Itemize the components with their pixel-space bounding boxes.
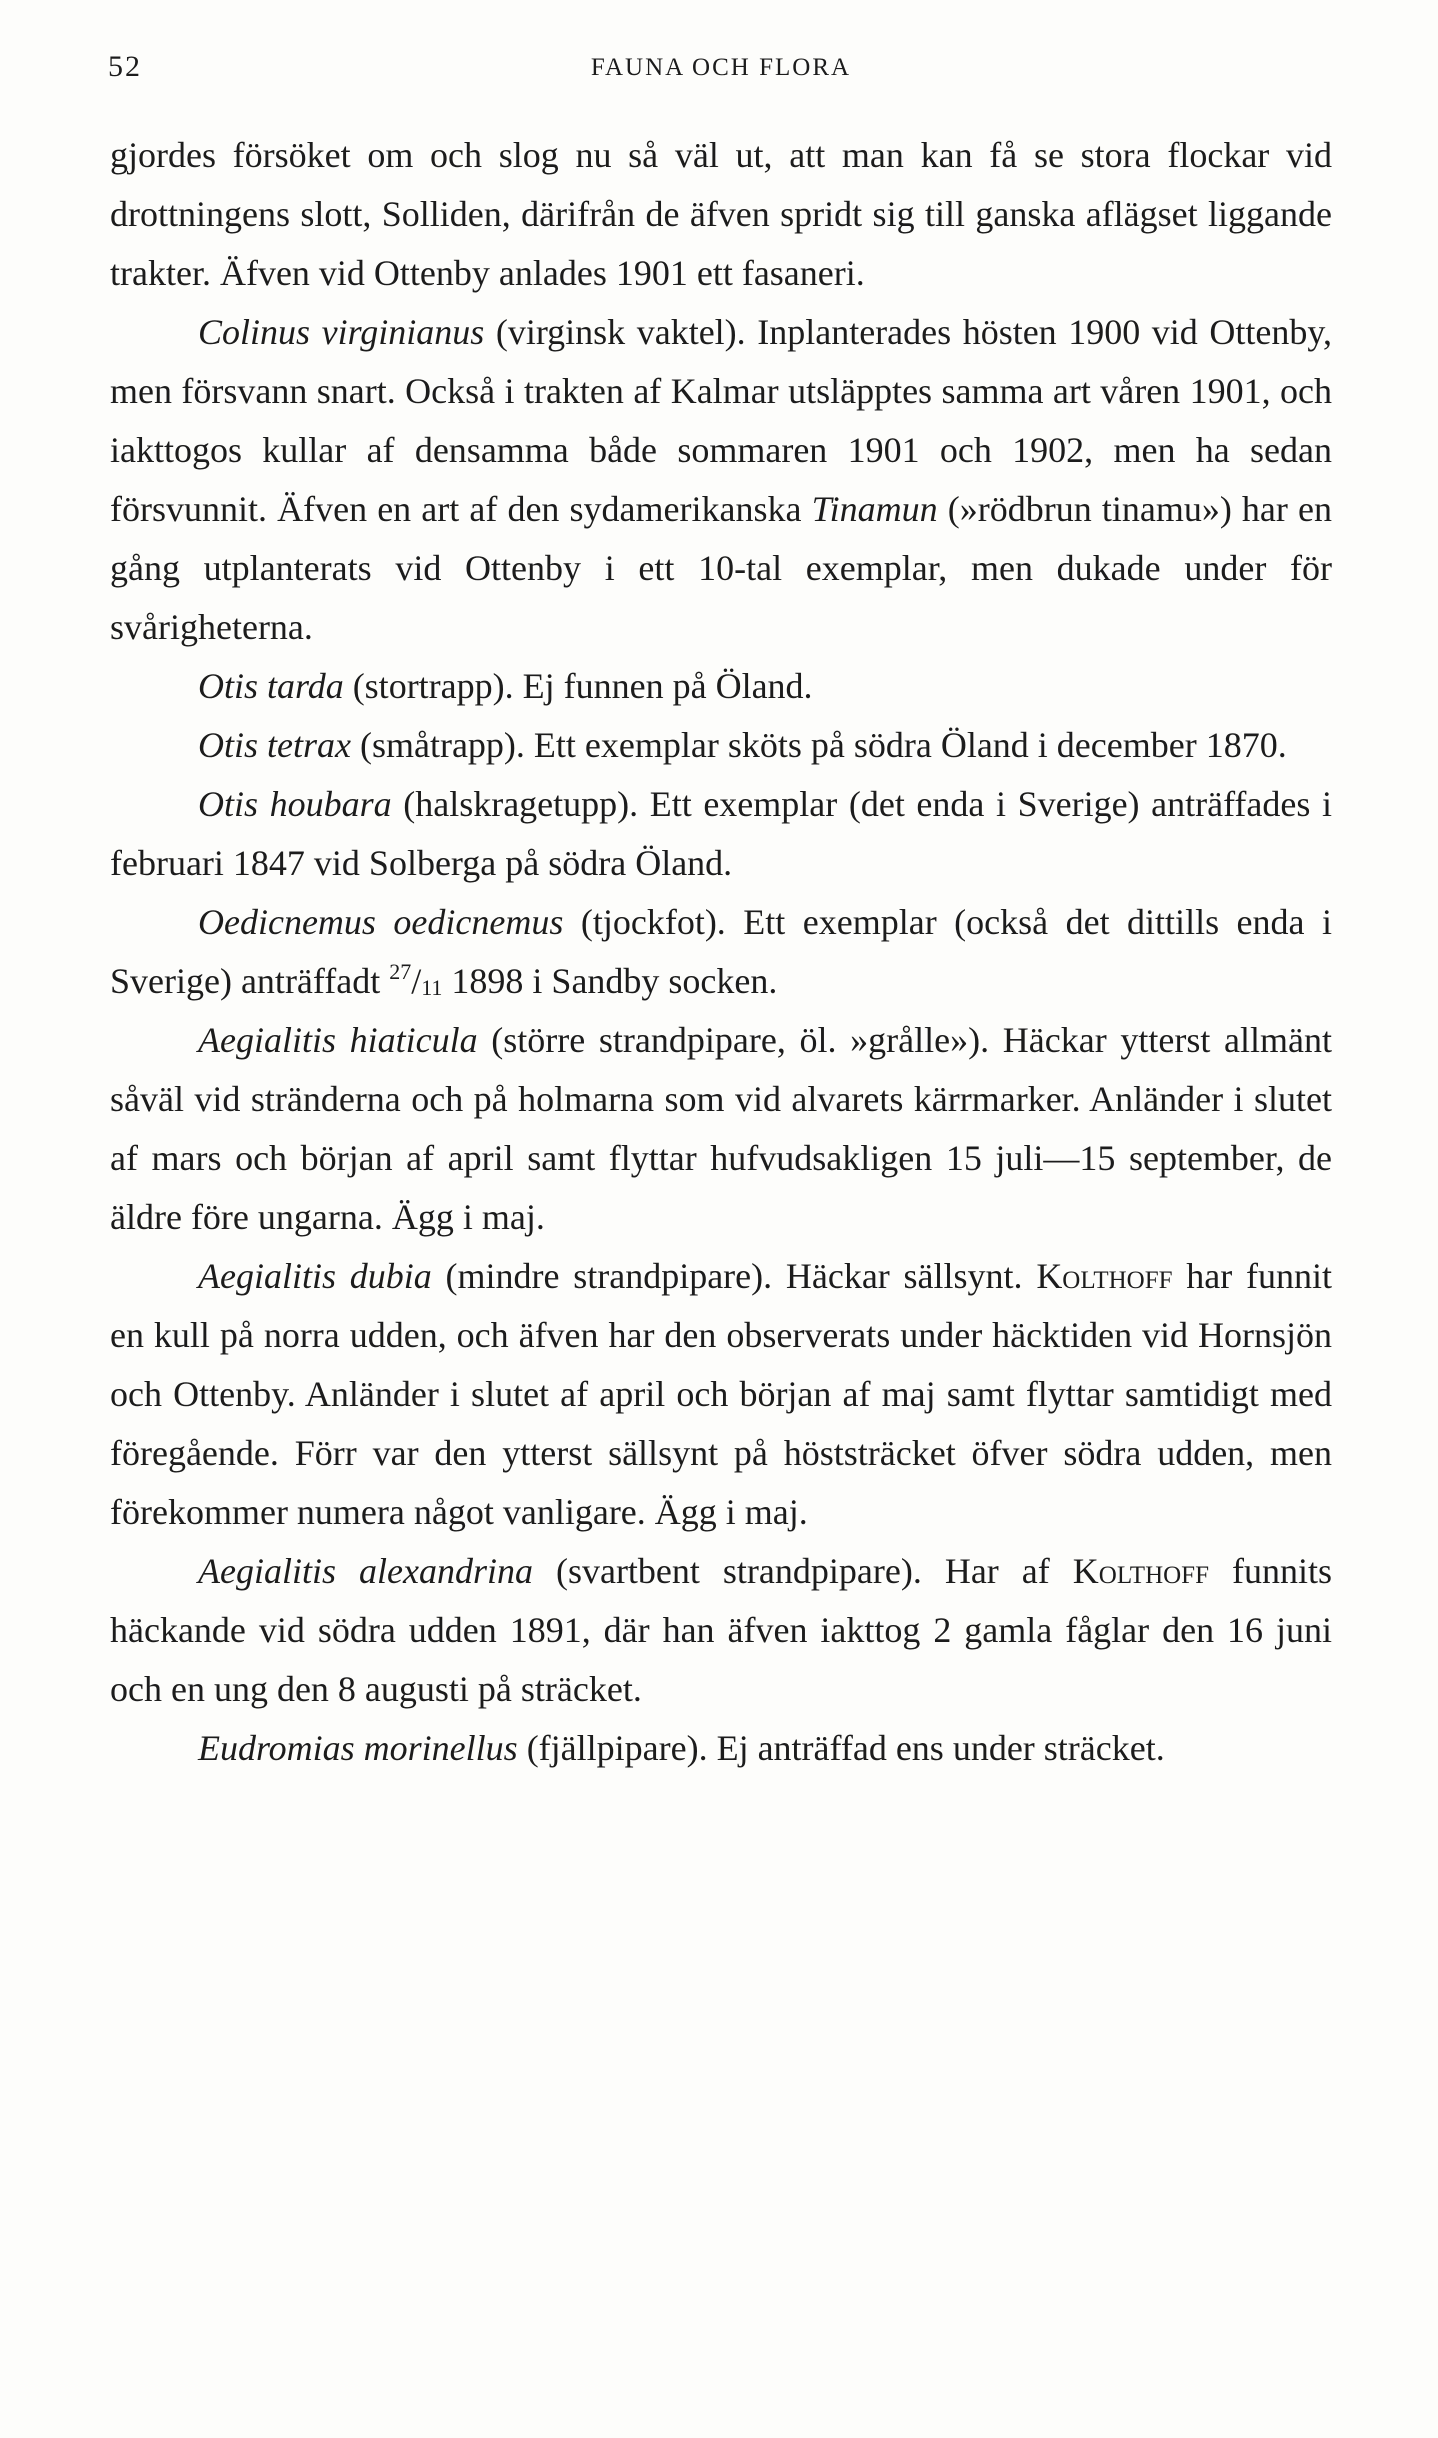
species-name: Aegialitis hiaticula (198, 1020, 478, 1060)
author-name: Kolthoff (1072, 1551, 1209, 1591)
entry-text: (stortrapp). Ej funnen på Öland. (343, 666, 813, 706)
entry-text: 1898 i Sandby socken. (442, 961, 778, 1001)
species-name: Colinus virginianus (198, 312, 485, 352)
entry-text: (virginsk vaktel). Inplanterades hösten 1900 vid Ottenby, men försvann snart. Också i trakten af Kalmar utsläpptes samma art våren 1901, och iakttogos kullar af densamma både sommaren 1901 och 1902, men ha sedan försvunnit. Äfven en art af den sydamerikanska (110, 312, 1333, 529)
entry-text: (svartbent strandpipare). Har af (532, 1551, 1073, 1591)
entry-otis-tarda (110, 657, 1332, 716)
body-text (110, 126, 1332, 1778)
species-name: Oedicnemus oedicnemus (198, 902, 564, 942)
entry-text: (mindre strandpipare). Häckar sällsynt. (431, 1256, 1037, 1296)
entry-oedicnemus-oedicnemus: Oedicnemus oedicnemus (tjockfot). Ett exemplar (också det dittills enda i Sverige) anträffadt $^{27}/_{11}$ 1898 i Sandby socken. (110, 902, 1332, 1001)
species-name: Otis tetrax (198, 725, 351, 765)
entry-aegialitis-dubia (110, 1247, 1332, 1542)
entry-text: (fjällpipare). Ej anträffad ens under sträcket. (517, 1728, 1165, 1768)
species-name: Aegialitis alexandrina (198, 1551, 533, 1591)
entry-text: (småtrapp). Ett exemplar sköts på södra Öland i december 1870. (350, 725, 1287, 765)
species-name: Tinamun (811, 489, 938, 529)
entry-otis-houbara (110, 775, 1332, 893)
entry-text: funnits häckande vid södra udden 1891, där han äfven iakttog 2 gamla fåglar den 16 juni och en ung den 8 augusti på sträcket. (110, 1551, 1332, 1709)
entry-text: (tjockfot). Ett exemplar (också det dittills enda i Sverige) anträffadt (110, 902, 1332, 1001)
entry-text: (halskragetupp). Ett exemplar (det enda i Sverige) anträffades i februari 1847 vid Solberga på södra Öland. (110, 784, 1332, 883)
entry-aegialitis-hiaticula (110, 1011, 1332, 1247)
entry-eudromias-morinellus (110, 1719, 1332, 1778)
running-title: FAUNA OCH FLORA (590, 54, 852, 81)
entry-text: (»rödbrun tinamu») har en gång utplanterats vid Ottenby i ett 10-tal exemplar, men dukade under för svårigheterna. (110, 489, 1332, 647)
paragraph-fasaneri (110, 126, 1332, 303)
paragraph-text: gjordes försöket om och slog nu så väl ut, att man kan få se stora flockar vid drottningens slott, Solliden, därifrån de äfven spridt sig till ganska aflägset liggande trakter. Äfven vid Ottenby anlades 1901 ett fasaneri. (110, 135, 1332, 293)
entry-otis-tetrax (110, 716, 1332, 775)
entry-text: (större strandpipare, öl. »grålle»). Häckar ytterst allmänt såväl vid stränderna och på holmarna som vid alvarets kärrmarker. Anländer i slutet af mars och början af april samt flyttar hufvudsakligen 15 juli—15 september, de äldre före ungarna. Ägg i maj. (110, 1020, 1332, 1237)
entry-colinus-virginianus (110, 303, 1332, 657)
running-head (108, 50, 1334, 90)
species-name: Otis houbara (198, 784, 392, 824)
page-number: 52 (108, 50, 142, 83)
date-day: 27 (389, 959, 412, 984)
species-name: Eudromias morinellus (198, 1728, 518, 1768)
entry-aegialitis-alexandrina (110, 1542, 1332, 1719)
author-name: Kolthoff (1036, 1256, 1173, 1296)
entry-text: har funnit en kull på norra udden, och äfven har den observerats under häcktiden vid Hornsjön och Ottenby. Anländer i slutet af april och början af maj samt flyttar samtidigt med föregående. Förr var den ytterst sällsynt på höststräcket öfver södra udden, men förekommer numera något vanligare. Ägg i maj. (110, 1256, 1332, 1532)
species-name: Aegialitis dubia (198, 1256, 432, 1296)
date-month: 11 (421, 975, 443, 1000)
species-name: Otis tarda (198, 666, 344, 706)
